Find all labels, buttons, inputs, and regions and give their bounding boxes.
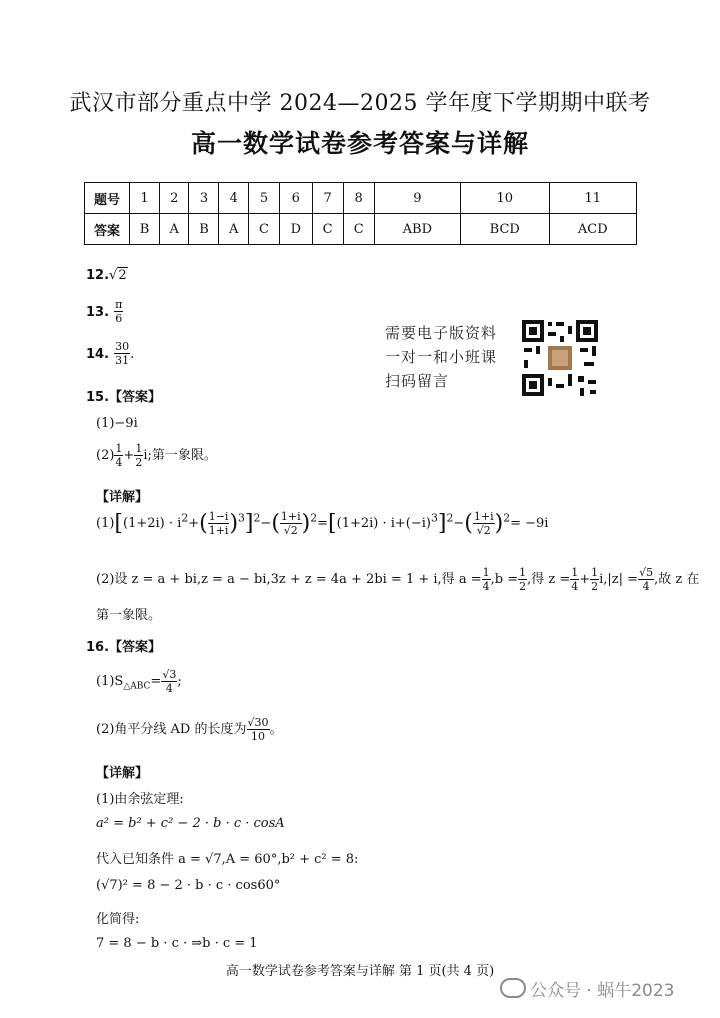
- fraction-denominator: √2: [283, 524, 298, 537]
- q15-ans2-tail: i;第一象限。: [143, 448, 217, 463]
- table-cell: 11: [549, 183, 637, 214]
- d1-part-g: = −9i: [510, 516, 549, 531]
- q16-detail-2: a² = b² + c² − 2 · b · c · cosA: [96, 816, 285, 831]
- q16-label: 16.: [86, 640, 110, 655]
- fraction-numerator: 1: [135, 442, 143, 455]
- q14-answer: [86, 340, 134, 367]
- table-row-answers: [85, 214, 637, 245]
- q16-ans1-tail: ;: [177, 674, 182, 689]
- fraction-denominator: 2: [519, 580, 527, 593]
- page-footer: 高一数学试卷参考答案与详解 第 1 页(共 4 页): [225, 964, 495, 979]
- q15-detail-1: $(1)[(1+2i) \cdot i^2+$( $\frac{1-i}{1+i}$ )$^3$]$^2$−( $\frac{1+i}{√2}$ )$^2=[(1+2i) \cdot i+(-i)^3]^2-$( $\frac{1+i}{√2}$ )$^2$= −9i: [96, 510, 549, 537]
- q13-numerator: π: [115, 298, 123, 311]
- q16-detail-5: 化简得:: [96, 912, 140, 927]
- d1-part-f: −: [453, 516, 465, 531]
- fraction-denominator: 1+i: [208, 524, 229, 537]
- d2-part-b: ,b =: [490, 572, 519, 587]
- table-cell: C: [343, 214, 374, 245]
- exam-title: 武汉市部分重点中学 2024—2025 学年度下学期期中联考: [69, 91, 651, 116]
- table-cell: 1: [130, 183, 160, 214]
- fraction-numerator: 1+i: [280, 510, 301, 523]
- q14-denominator: 31: [115, 354, 130, 367]
- table-row-numbers: [85, 183, 637, 214]
- fraction-numerator: √3: [162, 668, 177, 681]
- q13-label: 13.: [86, 305, 110, 320]
- table-cell: ACD: [549, 214, 637, 245]
- q16-detail-3: 代入已知条件 a = √7,A = 60°,b² + c² = 8:: [96, 852, 359, 867]
- qr-code-icon[interactable]: [520, 318, 600, 398]
- q15-answer-1: (1)−9i: [96, 416, 138, 431]
- fraction-numerator: √30: [247, 716, 269, 729]
- fraction-denominator: 2: [591, 580, 599, 593]
- q16-answer-heading: 【答案】: [109, 640, 162, 655]
- q15-ans2-prefix: (2): [96, 448, 115, 463]
- table-cell: A: [219, 214, 249, 245]
- q15-detail-2: [96, 566, 699, 593]
- q14-tail: .: [130, 347, 135, 362]
- table-cell: B: [130, 214, 160, 245]
- q16-detail-4: (√7)² = 8 − 2 · b · c · cos60°: [96, 878, 281, 893]
- q16-detail-1: (1)由余弦定理:: [96, 792, 184, 807]
- d1-part-a: (1+2i) · i: [123, 516, 182, 531]
- fraction-denominator: 10: [251, 730, 265, 743]
- table-cell: B: [189, 214, 219, 245]
- fraction-numerator: 1+i: [473, 510, 494, 523]
- q12-label: 12.: [86, 268, 110, 283]
- table-cell: 7: [312, 183, 343, 214]
- q15-heading: [86, 386, 161, 405]
- table-cell: BCD: [460, 214, 549, 245]
- q13-answer: [86, 298, 123, 325]
- table-cell: 2: [159, 183, 189, 214]
- fraction-denominator: 4: [115, 456, 123, 469]
- ad-line-3: 扫码留言: [385, 372, 450, 390]
- fraction-denominator: 4: [571, 580, 579, 593]
- fraction-numerator: 1: [591, 566, 599, 579]
- table-cell: 8: [343, 183, 374, 214]
- q16-ans2-tail: 。: [269, 722, 283, 737]
- table-cell: 6: [280, 183, 312, 214]
- fraction-numerator: 1: [571, 566, 579, 579]
- q15-answer-heading: 【答案】: [109, 390, 162, 405]
- answer-table: [84, 182, 637, 245]
- d1-part-b: +: [188, 516, 200, 531]
- q15-label: 15.: [86, 390, 110, 405]
- q14-numerator: 30: [115, 340, 130, 353]
- table-cell: 9: [374, 183, 460, 214]
- wechat-icon: [500, 978, 526, 998]
- d2-part-c: ,得 z =: [527, 572, 571, 587]
- d2-part-d: +: [579, 572, 591, 587]
- q14-label: 14.: [86, 347, 110, 362]
- table-cell: 4: [219, 183, 249, 214]
- q16-heading: [86, 636, 161, 655]
- table-cell: A: [159, 214, 189, 245]
- fraction-denominator: 4: [482, 580, 490, 593]
- q16-detail-heading: 【详解】: [96, 766, 149, 781]
- q16-ans1-eq: =: [150, 674, 162, 689]
- table-cell: 3: [189, 183, 219, 214]
- fraction-numerator: 1: [519, 566, 527, 579]
- d2-part-e: i,|z| =: [599, 572, 639, 587]
- fraction-denominator: 4: [642, 580, 650, 593]
- q15-answer-2: [96, 442, 217, 469]
- d1-part-d: =: [317, 516, 329, 531]
- d2-part-f: ,故 z 在: [654, 572, 700, 587]
- fraction-denominator: √2: [476, 524, 491, 537]
- fraction-denominator: 2: [135, 456, 143, 469]
- q16-ans1-sub: △ABC: [123, 681, 151, 692]
- ad-line-2: 一对一和小班课: [385, 348, 498, 366]
- q15-detail-2-line2: 第一象限。: [96, 608, 162, 623]
- table-cell: 5: [248, 183, 279, 214]
- q15-detail-heading: 【详解】: [96, 490, 149, 505]
- q15-ans2-plus: +: [123, 448, 135, 463]
- q16-answer-2: [96, 716, 283, 743]
- q16-ans1-prefix: (1)S: [96, 674, 124, 689]
- fraction-numerator: 1: [115, 442, 123, 455]
- d1-part-e: (1+2i) · i+(−i): [336, 516, 432, 531]
- row-label-number: 题号: [85, 183, 130, 214]
- watermark: 公众号 · 蜗牛2023: [530, 981, 675, 1001]
- fraction-numerator: 1: [482, 566, 490, 579]
- document-subtitle: 高一数学试卷参考答案与详解: [190, 129, 529, 158]
- q16-ans2-prefix: (2)角平分线 AD 的长度为: [96, 722, 247, 737]
- q16-answer-1: [96, 668, 182, 695]
- ad-line-1: 需要电子版资料: [385, 324, 498, 342]
- q16-detail-6: 7 = 8 − b · c · ⇒b · c = 1: [96, 936, 258, 951]
- fraction-denominator: 4: [165, 682, 173, 695]
- table-cell: ABD: [374, 214, 460, 245]
- table-cell: C: [248, 214, 279, 245]
- d1-prefix: (1): [96, 516, 115, 531]
- q13-denominator: 6: [115, 312, 123, 325]
- q12-value: 2: [118, 268, 127, 283]
- d2-part-a: (2)设 z = a + bi,z = a − bi,3z + z = 4a + 2bi = 1 + i,得 a =: [96, 572, 482, 587]
- q12-answer: 12.√2: [86, 268, 127, 283]
- fraction-numerator: √5: [639, 566, 654, 579]
- row-label-answer: 答案: [85, 214, 130, 245]
- d1-part-c: −: [260, 516, 272, 531]
- table-cell: D: [280, 214, 312, 245]
- table-cell: C: [312, 214, 343, 245]
- fraction-numerator: 1−i: [208, 510, 229, 523]
- table-cell: 10: [460, 183, 549, 214]
